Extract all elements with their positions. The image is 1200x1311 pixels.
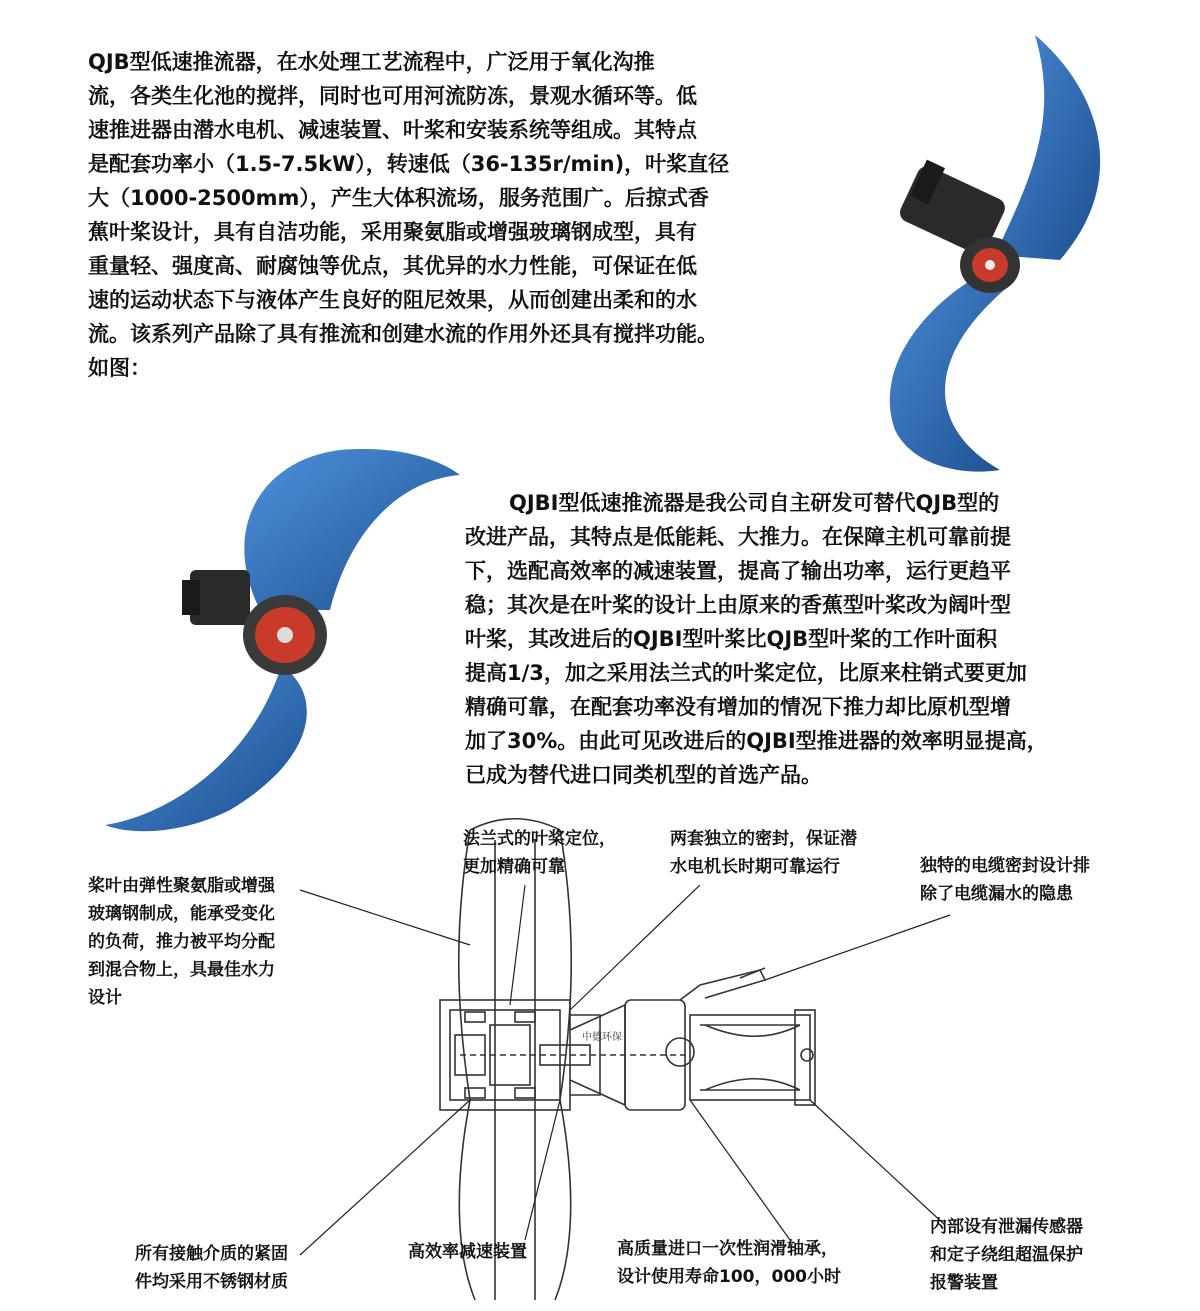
intro-line: 流。该系列产品除了具有推流和创建水流的作用外还具有搅拌功能。 [88,322,718,346]
intro-paragraph [88,45,848,385]
improved-line: 稳；其次是在叶桨的设计上由原来的香蕉型叶桨改为阔叶型 [465,593,1011,617]
qjb-propeller-illustration [860,30,1160,480]
intro-line: 蕉叶桨设计，具有自洁功能，采用聚氨脂或增强玻璃钢成型，具有 [88,220,697,244]
callout-bearing: 高质量进口一次性润滑轴承， 设计使用寿命100，000小时 [617,1239,841,1287]
diagram-brand-label: 中德环保 [582,1032,622,1043]
callout-seal: 两套独立的密封，保证潜 水电机长时期可靠运行 [670,829,857,877]
callout-blade-material: 桨叶由弹性聚氨脂或增强 玻璃钢制成，能承受变化 的负荷，推力被平均分配 到混合物上，具最佳水力 设计 [88,876,275,1008]
improved-line: 提高1/3，加之采用法兰式的叶桨定位，比原来柱销式要更加 [465,661,1027,685]
improved-line: QJBⅠ型低速推流器是我公司自主研发可替代QJB型的 [509,491,1000,515]
intro-line: 重量轻、强度高、耐腐蚀等优点，其优异的水力性能，可保证在低 [88,254,697,278]
intro-line: QJB型低速推流器，在水处理工艺流程中，广泛用于氧化沟推 [88,50,655,74]
callout-fasteners: 所有接触介质的紧固 件均采用不锈钢材质 [135,1244,288,1292]
improved-paragraph [465,486,1145,792]
callout-leak-sensor: 内部设有泄漏传感器 和定子绕组超温保护 报警装置 [930,1217,1083,1293]
intro-line: 流，各类生化池的搅拌，同时也可用河流防冻，景观水循环等。低 [88,84,697,108]
improved-line: 已成为替代进口同类机型的首选产品。 [465,763,822,787]
improved-line: 下，选配高效率的减速装置，提高了输出功率，运行更趋平 [465,559,1011,583]
intro-line: 速的运动状态下与液体产生良好的阻尼效果，从而创建出柔和的水 [88,288,697,312]
callout-gear: 高效率减速装置 [408,1242,527,1262]
intro-line: 速推进器由潜水电机、减速装置、叶桨和安装系统等组成。其特点 [88,118,697,142]
improved-line: 精确可靠，在配套功率没有增加的情况下推力却比原机型增 [465,695,1011,719]
improved-line: 叶桨，其改进后的QJBⅠ型叶桨比QJB型叶桨的工作叶面积 [465,627,998,651]
qjbi-propeller-illustration [100,420,480,840]
improved-line: 改进产品，其特点是低能耗、大推力。在保障主机可靠前提 [465,525,1011,549]
intro-line: 大（1000-2500mm），产生大体积流场，服务范围广。后掠式香 [88,186,709,210]
improved-line: 加了30%。由此可见改进后的QJBI型推进器的效率明显提高， [465,729,1048,753]
intro-line: 如图： [88,356,151,380]
callout-cable-seal: 独特的电缆密封设计排 除了电缆漏水的隐患 [920,856,1090,904]
callout-flange: 法兰式的叶桨定位， 更加精确可靠 [463,829,616,877]
intro-line: 是配套功率小（1.5-7.5kW），转速低（36-135r/min)，叶桨直径 [88,152,730,176]
